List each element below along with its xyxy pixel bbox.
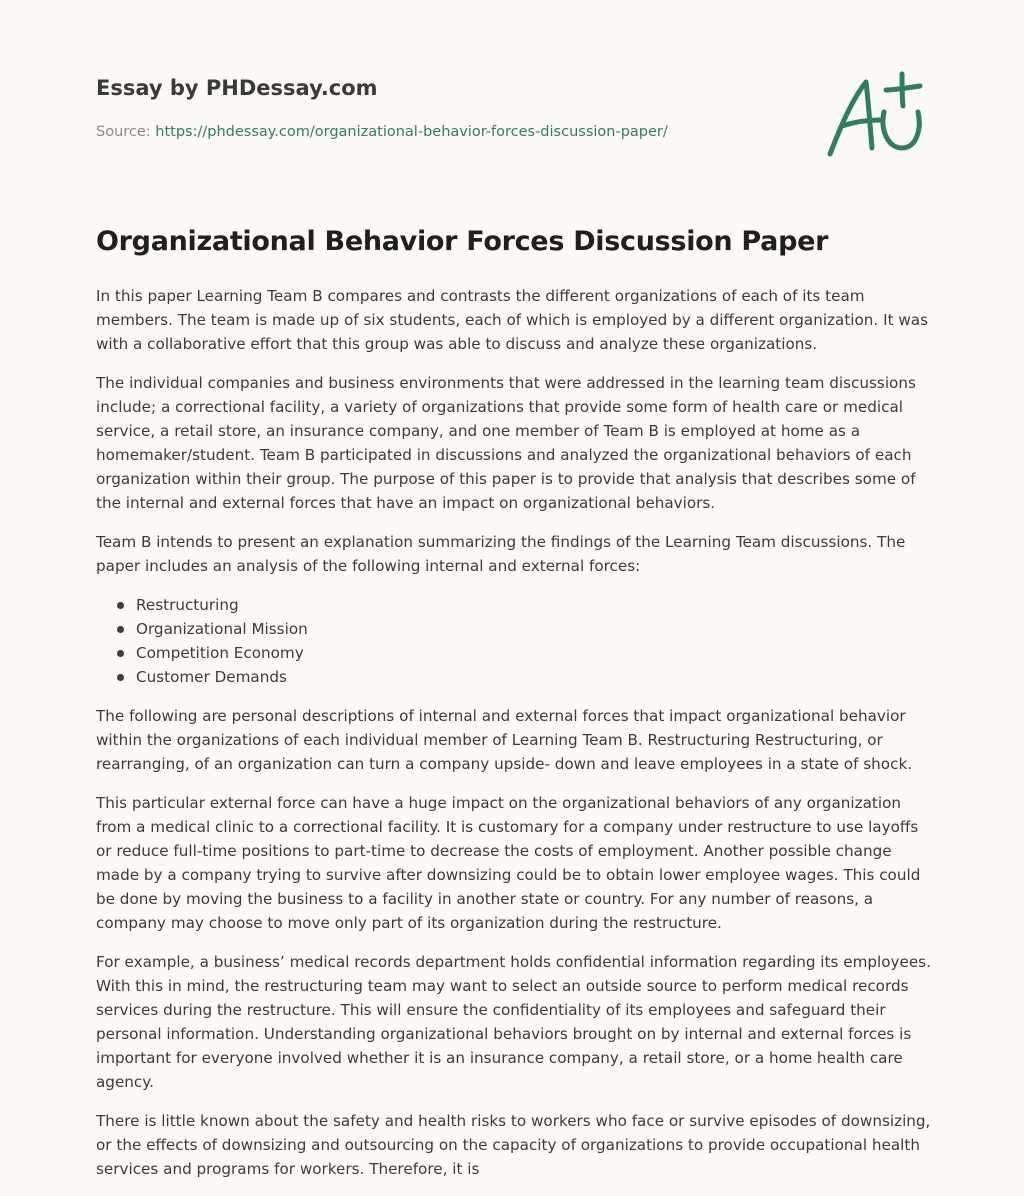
- paragraph: This particular external force can have a huge impact on the organizational behaviors of any organization from a medical clinic to a correctional facility. It is customary for a company under restructure to use layoffs or reduce full-time positions to part-time to decrease the costs of employment. Another possible change made by a company trying to survive after downsizing could be to obtain lower employee wages. This could be done by moving the business to a facility in another state or country. For any number of reasons, a company may choose to move only part of its organization during the restructure.: [96, 794, 921, 932]
- list-item: Restructuring: [136, 593, 932, 617]
- bullet-icon: [117, 650, 124, 657]
- list-item: Organizational Mission: [136, 617, 932, 641]
- paragraph: Team B intends to present an explanation summarizing the findings of the Learning Team discussions. The paper includes an analysis of the following internal and external forces:: [96, 533, 906, 575]
- bullet-icon: [117, 602, 124, 609]
- source-line: [96, 124, 668, 140]
- essay-body: [96, 284, 932, 1196]
- forces-list: [96, 593, 932, 689]
- a-plus-logo-icon: [824, 68, 926, 164]
- paragraph: The individual companies and business environments that were addressed in the learning team discussions include; a correctional facility, a variety of organizations that provide some form of health care or medical service, a retail store, an insurance company, and one member of Team B is employed at home as a homemaker/student. Team B participated in discussions and analyzed the organizational behaviors of each organization within their group. The purpose of this paper is to provide that analysis that describes some of the internal and external forces that have an impact on organizational behaviors.: [96, 374, 916, 512]
- list-item: Competition Economy: [136, 641, 932, 665]
- list-item: Customer Demands: [136, 665, 932, 689]
- source-link[interactable]: https://phdessay.com/organizational-behavior-forces-discussion-paper/: [155, 124, 668, 140]
- paragraph: In this paper Learning Team B compares and contrasts the different organizations of each of its team members. The team is made up of six students, each of which is employed by a different organization. It was with a collaborative effort that this group was able to discuss and analyze these organizations.: [96, 287, 928, 353]
- paragraph: For example, a business’ medical records department holds confidential information regarding its employees. With this in mind, the restructuring team may want to select an outside source to perform medical records services during the restructure. This will ensure the confidentiality of its employees and safeguard their personal information. Understanding organizational behaviors brought on by internal and external forces is important for everyone involved whether it is an insurance company, a retail store, or a home health care agency.: [96, 953, 931, 1091]
- page-title: Organizational Behavior Forces Discussion Paper: [96, 226, 829, 257]
- brand-title: Essay by PHDessay.com: [96, 76, 378, 100]
- page-header: [96, 76, 928, 176]
- paragraph: The following are personal descriptions of internal and external forces that impact organizational behavior within the organizations of each individual member of Learning Team B. Restructuring Restructuring, or rearranging, of an organization can turn a company upside- down and leave employees in a state of shock.: [96, 707, 913, 773]
- paragraph: There is little known about the safety and health risks to workers who face or survive episodes of downsizing, or the effects of downsizing and outsourcing on the capacity of organizations to provide occupational health services and programs for workers. Therefore, it is: [96, 1112, 931, 1178]
- source-label: Source:: [96, 124, 151, 140]
- bullet-icon: [117, 674, 124, 681]
- bullet-icon: [117, 626, 124, 633]
